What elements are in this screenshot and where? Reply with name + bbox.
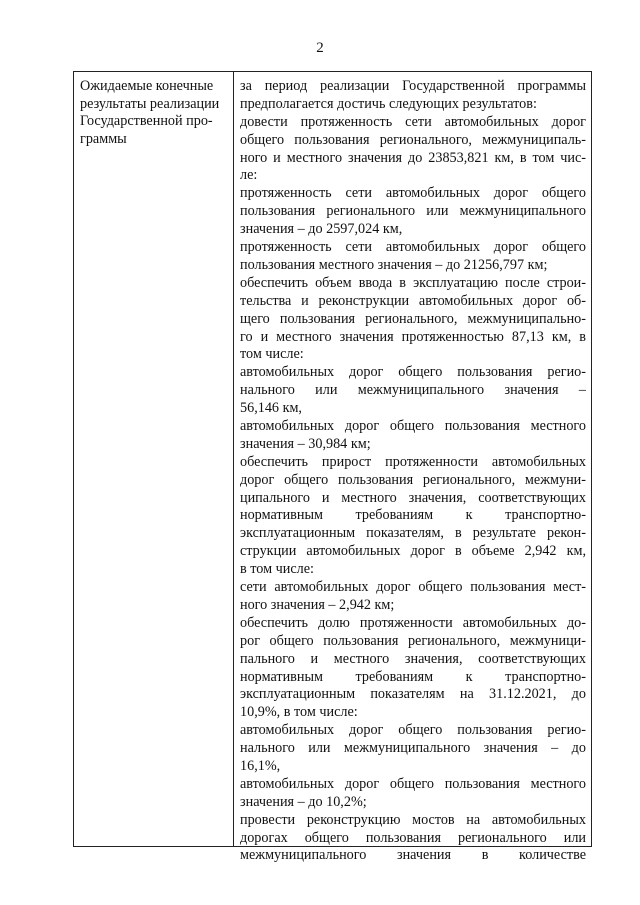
content-text-line: провести реконструкцию мостов на автомобильных [240,811,586,828]
content-text-line: обеспечить объем ввода в эксплуатацию после строи- [240,274,586,291]
content-text-line: 56,146 км, [240,400,302,417]
row-label-line: результаты реализации [80,95,220,112]
row-label-line: граммы [80,130,127,147]
content-text-line: протяженность сети автомобильных дорог общего [240,185,586,202]
content-text-line: обеспечить долю протяженности автомобильных до- [240,614,586,631]
content-text-line: ле: [240,167,258,184]
content-text-line: автомобильных дорог общего пользования местного [240,775,586,792]
content-text-line: щего пользования регионального, межмуниципально- [240,310,586,327]
content-text-line: сети автомобильных дорог общего пользования мест- [240,579,586,596]
program-results-table [73,71,592,864]
content-text-line: рог общего пользования регионального, межмуници- [240,632,586,649]
row-content-cell [240,78,586,865]
content-text-line: за период реализации Государственной программы [240,78,586,94]
content-text-line: нального или межмуниципального значения – до [240,740,586,757]
content-text-line: струкции автомобильных дорог в объеме 2,942 км, [240,543,586,560]
column-divider [233,72,234,846]
content-text-line: дорог общего пользования регионального, межмуни- [240,471,586,488]
content-text-line: предполагается достичь следующих результатов: [240,95,537,112]
row-label-cell [80,78,229,148]
content-text-line: протяженность сети автомобильных дорог общего [240,239,586,256]
content-text-line: общего пользования регионального, межмуниципаль- [240,131,586,148]
content-text-line: автомобильных дорог общего пользования регио- [240,364,586,381]
content-text-line: значения – до 2597,024 км, [240,221,403,238]
content-text-line: ципального и местного значения, соответствующих [240,489,586,506]
content-text-line: межмуниципального значения в количестве [240,847,586,864]
content-text-line: пального и местного значения, соответствующих [240,650,586,667]
content-text-line: го и местного значения протяженностью 87,13 км, в [240,328,586,345]
content-text-line: нального или межмуниципального значения – [240,382,586,399]
content-text-line: 16,1%, [240,758,281,774]
content-text-line: тельства и реконструкции автомобильных дорог об- [240,292,586,309]
content-text-line: ного и местного значения до 23853,821 км, в том чис- [240,149,586,166]
page-number: 2 [316,40,324,56]
content-text-line: обеспечить прирост протяженности автомобильных [240,453,586,470]
content-text-line: довести протяженность сети автомобильных дорог [240,113,586,130]
content-text-line: автомобильных дорог общего пользования местного [240,418,586,435]
content-text-line: автомобильных дорог общего пользования регио- [240,722,586,739]
content-text-line: том числе: [240,346,304,363]
content-text-line: нормативным требованиям к транспортно- [240,668,586,685]
content-text-line: значения – 30,984 км; [240,435,371,452]
content-text-line: в том числе: [240,561,314,578]
content-text-line: дорогах общего пользования регионального или [240,829,586,846]
content-text-line: пользования регионального или межмуниципального [240,203,586,220]
content-text-line: нормативным требованиям к транспортно- [240,507,586,524]
content-text-line: 10,9%, в том числе: [240,704,358,721]
content-text-line: эксплуатационным показателям, в результате рекон- [240,525,586,542]
content-text-line: ного значения – 2,942 км; [240,596,395,613]
content-text-line: эксплуатационным показателям на 31.12.2021, до [240,686,586,703]
content-text-line: значения – до 10,2%; [240,793,367,810]
row-label-line: Ожидаемые конечные [80,78,214,94]
content-text-line: пользования местного значения – до 21256,797 км; [240,256,548,273]
row-label-line: Государственной про- [80,113,213,130]
